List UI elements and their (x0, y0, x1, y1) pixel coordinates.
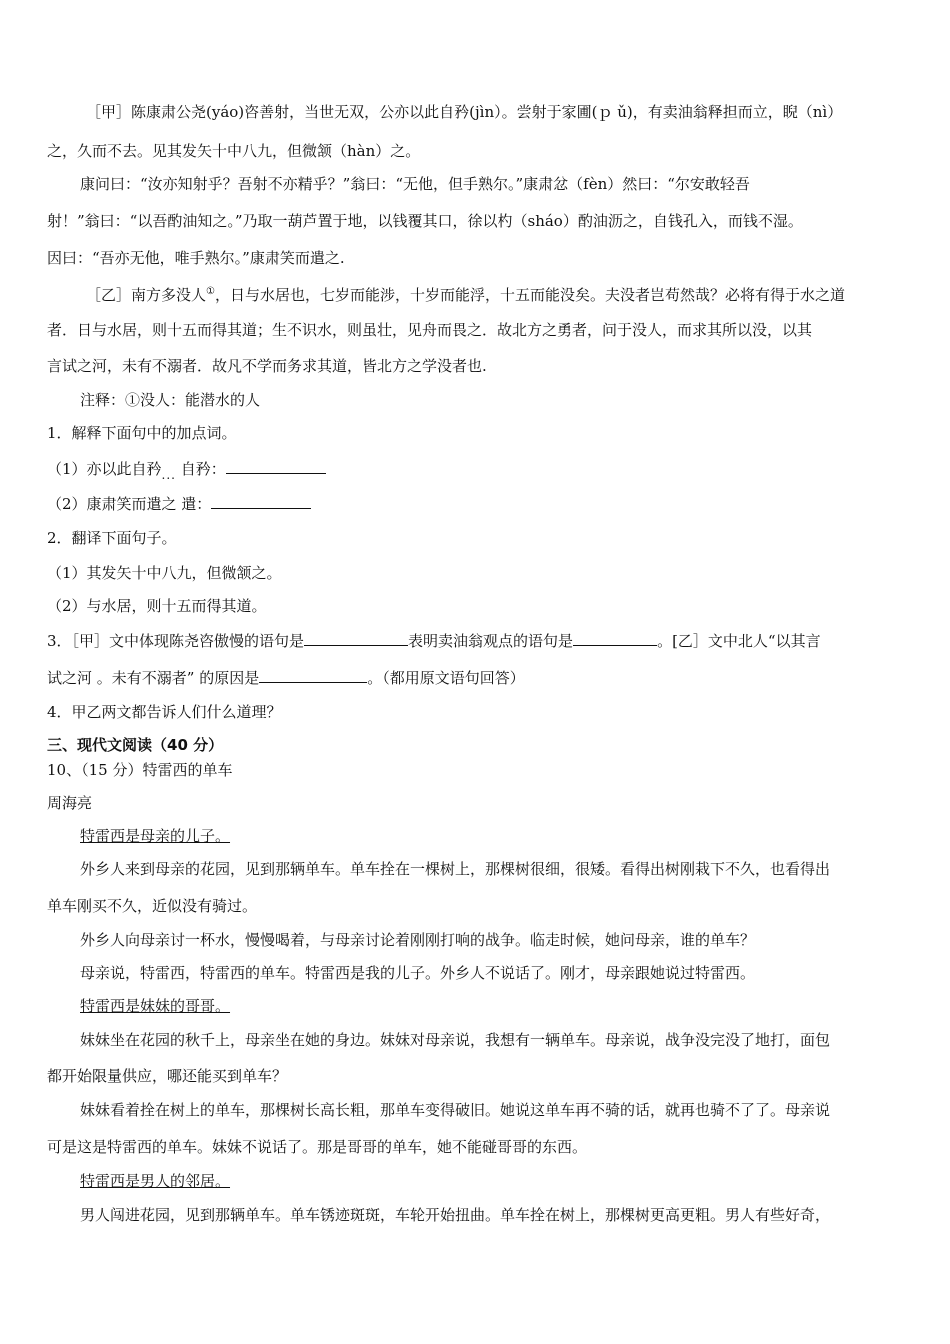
story-paragraph-2: 外乡人向母亲讨一杯水，慢慢喝着，与母亲讨论着刚刚打响的战争。临走时候，她问母亲，谁的单车？ (80, 931, 756, 949)
question-3-text-e: 。（都用原文语句回答） (367, 669, 525, 687)
question-1-part-1 (47, 458, 326, 480)
question-3-text-d: 试之河 。未有不溺者” 的原因是 (47, 669, 260, 687)
passage-jia-line-1: ［甲］陈康肃公尧(yáo)咨善射，当世无双，公亦以此自矜(jìn）。尝射于家圃(ｐ ǔ)，有卖油翁释担而立，睨（nì） (86, 103, 843, 121)
passage-jia-line-3: 康问曰：“汝亦知射乎？吾射不亦精乎？”翁曰：“无他，但手熟尔。”康肃忿（fèn）然曰：“尔安敢轻吾 (80, 175, 750, 193)
question-1-1-label: 自矜： (180, 460, 226, 478)
question-3-line-1 (47, 630, 821, 651)
question-3-line-2 (47, 667, 525, 688)
question-2-part-2: （2）与水居，则十五而得其道。 (47, 597, 267, 615)
passage-yi-line-1-start: ［乙］南方多没人 (86, 286, 207, 304)
answer-blank[interactable] (573, 630, 657, 646)
question-1-1-text: （1）亦以此自矜 (47, 460, 162, 478)
story-paragraph-3: 母亲说，特雷西，特雷西的单车。特雷西是我的儿子。外乡人不说话了。刚才，母亲跟她说过特雷西。 (80, 964, 756, 982)
answer-blank[interactable] (226, 458, 326, 474)
story-paragraph-5-line-2: 可是这是特雷西的单车。妹妹不说话了。那是哥哥的单车，她不能碰哥哥的东西。 (47, 1138, 588, 1156)
passage-jia-line-5: 因曰：“吾亦无他，唯手熟尔。”康肃笑而遣之. (47, 249, 345, 267)
answer-blank[interactable] (259, 667, 367, 683)
annotation-note: 注释：①没人：能潜水的人 (80, 391, 261, 409)
passage-yi-line-1-end: ，日与水居也，七岁而能涉，十岁而能浮，十五而能没矣。夫没者岂苟然哉？必将有得于水之道 (214, 286, 845, 304)
story-subheading-3: 特雷西是男人的邻居。 (80, 1172, 231, 1190)
question-1: 1．解释下面句中的加点词。 (47, 424, 237, 442)
answer-blank[interactable] (211, 493, 311, 509)
story-paragraph-4-line-2: 都开始限量供应，哪还能买到单车？ (47, 1067, 288, 1085)
author-name: 周海亮 (47, 794, 93, 812)
emphasis-dots: ... (161, 468, 176, 482)
question-2-part-1: （1）其发矢十中八九，但微颔之。 (47, 564, 282, 582)
passage-jia-line-4: 射！”翁曰：“以吾酌油知之。”乃取一葫芦置于地，以钱覆其口，徐以杓（sháo）酌油沥之，自钱孔入，而钱不湿。 (47, 212, 803, 230)
story-paragraph-4-line-1: 妹妹坐在花园的秋千上，母亲坐在她的身边。妹妹对母亲说，我想有一辆单车。母亲说，战争没完没了地打，面包 (80, 1031, 831, 1049)
story-paragraph-5-line-1: 妹妹看着拴在树上的单车，那棵树长高长粗，那单车变得破旧。她说这单车再不骑的话，就再也骑不了了。母亲说 (80, 1101, 831, 1119)
question-2: 2．翻译下面句子。 (47, 529, 177, 547)
question-1-part-2 (47, 493, 311, 514)
answer-blank[interactable] (304, 630, 408, 646)
question-3-text-c: 。[乙］文中北人“以其言 (657, 632, 821, 650)
story-subheading-1: 特雷西是母亲的儿子。 (80, 827, 231, 845)
question-3-text-a: 3．［甲］文中体现陈尧咨傲慢的语句是 (47, 632, 305, 650)
story-paragraph-6-line-1: 男人闯进花园，见到那辆单车。单车锈迹斑斑，车轮开始扭曲。单车拴在树上，那棵树更高更粗。男人有些好奇， (80, 1206, 831, 1224)
section-header: 三、现代文阅读（40 分） (47, 736, 224, 754)
passage-jia-line-2: 之，久而不去。见其发矢十中八九，但微颔（hàn）之。 (47, 142, 421, 160)
passage-yi-line-2: 者．日与水居，则十五而得其道；生不识水，则虽壮，见舟而畏之．故北方之勇者，问于没人，而求其所以没，以其 (47, 321, 813, 339)
story-paragraph-1-line-2: 单车刚买不久，近似没有骑过。 (47, 897, 258, 915)
story-paragraph-1-line-1: 外乡人来到母亲的花园，见到那辆单车。单车拴在一棵树上，那棵树很细，很矮。看得出树刚栽下不久，也看得出 (80, 860, 831, 878)
question-10-title: 10、（15 分）特雷西的单车 (47, 761, 233, 779)
passage-yi-line-3: 言试之河，未有不溺者．故凡不学而务求其道，皆北方之学没者也. (47, 357, 487, 375)
question-1-2-text: （2）康肃笑而遣之 遣： (47, 495, 212, 513)
footnote-marker: ① (206, 286, 215, 297)
question-3-text-b: 表明卖油翁观点的语句是 (408, 632, 574, 650)
passage-yi-line-1 (86, 282, 845, 305)
question-4: 4．甲乙两文都告诉人们什么道理？ (47, 703, 282, 721)
story-subheading-2: 特雷西是妹妹的哥哥。 (80, 997, 231, 1015)
